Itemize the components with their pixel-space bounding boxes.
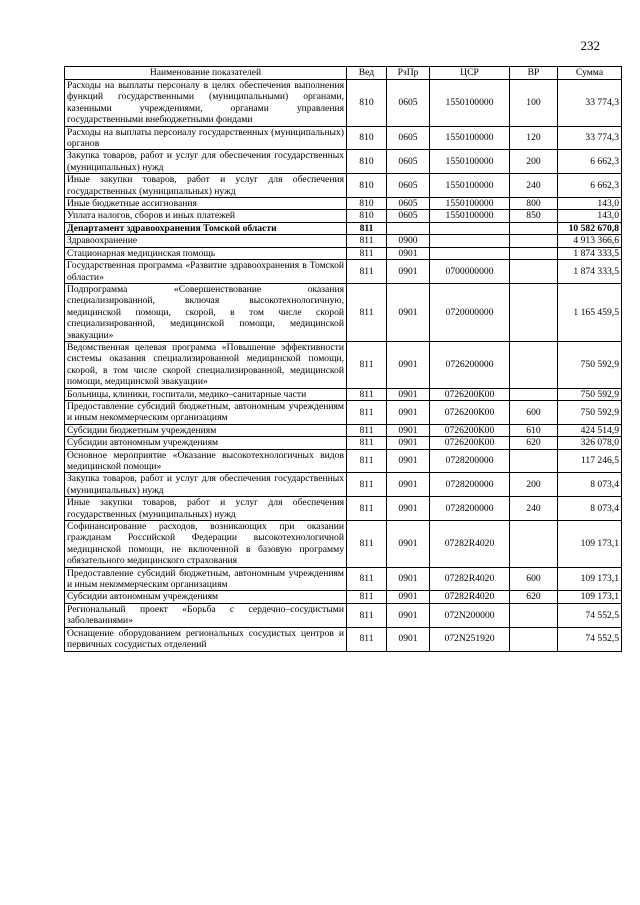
row-sum: 6 662,3 bbox=[558, 174, 622, 198]
row-rzpr: 0901 bbox=[387, 473, 430, 497]
row-sum: 33 774,3 bbox=[558, 126, 622, 150]
row-vr: 200 bbox=[510, 150, 558, 174]
row-sum: 1 874 333,5 bbox=[558, 260, 622, 284]
row-name: Департамент здравоохранения Томской области bbox=[65, 222, 347, 234]
row-rzpr: 0605 bbox=[387, 126, 430, 150]
table-row bbox=[65, 400, 622, 424]
row-name: Субсидии бюджетным учреждениям bbox=[65, 424, 347, 436]
row-rzpr: 0901 bbox=[387, 388, 430, 400]
row-sum: 326 078,0 bbox=[558, 437, 622, 449]
row-sum: 109 173,1 bbox=[558, 591, 622, 603]
row-csr: 07282R4020 bbox=[430, 521, 510, 568]
table-row bbox=[65, 591, 622, 603]
row-csr bbox=[430, 247, 510, 259]
row-rzpr: 0901 bbox=[387, 247, 430, 259]
table-row bbox=[65, 260, 622, 284]
row-vr bbox=[510, 449, 558, 473]
row-ved: 811 bbox=[347, 222, 387, 234]
table-row bbox=[65, 174, 622, 198]
row-vr: 200 bbox=[510, 473, 558, 497]
row-ved: 811 bbox=[347, 521, 387, 568]
row-vr: 800 bbox=[510, 198, 558, 210]
row-vr bbox=[510, 521, 558, 568]
row-ved: 810 bbox=[347, 80, 387, 127]
row-csr: 0728200000 bbox=[430, 449, 510, 473]
row-rzpr: 0900 bbox=[387, 235, 430, 247]
row-csr: 072N251920 bbox=[430, 627, 510, 651]
table-row bbox=[65, 497, 622, 521]
row-csr: 0726200К00 bbox=[430, 388, 510, 400]
row-vr: 120 bbox=[510, 126, 558, 150]
row-name: Расходы на выплаты персоналу в целях обеспечения выполнения функций государственными (муниципальными) органами, казенными учреждениями, органами управления государственными внебюджетными фондами bbox=[65, 80, 347, 127]
row-vr: 600 bbox=[510, 567, 558, 591]
table-row bbox=[65, 567, 622, 591]
table-row bbox=[65, 222, 622, 234]
row-ved: 810 bbox=[347, 174, 387, 198]
table-row bbox=[65, 627, 622, 651]
row-name: Региональный проект «Борьба с сердечно–сосудистыми заболеваниями» bbox=[65, 603, 347, 627]
row-ved: 810 bbox=[347, 198, 387, 210]
row-ved: 811 bbox=[347, 260, 387, 284]
row-name: Подпрограмма «Совершенствование оказания специализированной, включая высокотехнологичную, медицинской помощи, скорой, в том числе скорой специализированной, медицинской помощи, медицинской эвакуации» bbox=[65, 283, 347, 341]
row-ved: 811 bbox=[347, 627, 387, 651]
table-row bbox=[65, 437, 622, 449]
row-rzpr: 0901 bbox=[387, 521, 430, 568]
row-name: Оснащение оборудованием региональных сосудистых центров и первичных сосудистых отделений bbox=[65, 627, 347, 651]
header-ved: Вед bbox=[347, 67, 387, 80]
row-vr bbox=[510, 235, 558, 247]
row-ved: 811 bbox=[347, 437, 387, 449]
row-name: Иные бюджетные ассигнования bbox=[65, 198, 347, 210]
row-rzpr: 0901 bbox=[387, 283, 430, 341]
table-row bbox=[65, 283, 622, 341]
row-sum: 109 173,1 bbox=[558, 521, 622, 568]
row-vr bbox=[510, 388, 558, 400]
table-row bbox=[65, 449, 622, 473]
table-row bbox=[65, 341, 622, 388]
row-rzpr: 0605 bbox=[387, 174, 430, 198]
row-name: Закупка товаров, работ и услуг для обеспечения государственных (муниципальных) нужд bbox=[65, 473, 347, 497]
row-name: Ведомственная целевая программа «Повышение эффективности системы оказания специализированной медицинской помощи, скорой, в том числе скорой специализированной, медицинской помощи, медицинской эвакуации» bbox=[65, 341, 347, 388]
table-row bbox=[65, 150, 622, 174]
row-name: Иные закупки товаров, работ и услуг для обеспечения государственных (муниципальных) нужд bbox=[65, 174, 347, 198]
header-csr: ЦСР bbox=[430, 67, 510, 80]
row-name: Уплата налогов, сборов и иных платежей bbox=[65, 210, 347, 222]
row-sum: 117 246,5 bbox=[558, 449, 622, 473]
row-csr: 1550100000 bbox=[430, 210, 510, 222]
row-vr: 850 bbox=[510, 210, 558, 222]
row-ved: 811 bbox=[347, 591, 387, 603]
row-csr: 1550100000 bbox=[430, 80, 510, 127]
row-rzpr: 0901 bbox=[387, 603, 430, 627]
row-vr: 620 bbox=[510, 591, 558, 603]
header-rzpr: РзПр bbox=[387, 67, 430, 80]
row-name: Основное мероприятие «Оказание высокотехнологичных видов медицинской помощи» bbox=[65, 449, 347, 473]
row-rzpr: 0901 bbox=[387, 400, 430, 424]
row-vr bbox=[510, 222, 558, 234]
header-vr: ВР bbox=[510, 67, 558, 80]
row-sum: 8 073,4 bbox=[558, 497, 622, 521]
row-name: Предоставление субсидий бюджетным, автономным учреждениям и иным некоммерческим организациям bbox=[65, 400, 347, 424]
table-row bbox=[65, 424, 622, 436]
row-name: Здравоохранение bbox=[65, 235, 347, 247]
row-name: Субсидии автономным учреждениям bbox=[65, 437, 347, 449]
row-ved: 811 bbox=[347, 235, 387, 247]
row-ved: 811 bbox=[347, 388, 387, 400]
row-rzpr: 0901 bbox=[387, 591, 430, 603]
row-name: Расходы на выплаты персоналу государственных (муниципальных) органов bbox=[65, 126, 347, 150]
row-vr: 600 bbox=[510, 400, 558, 424]
row-ved: 810 bbox=[347, 126, 387, 150]
row-rzpr bbox=[387, 222, 430, 234]
row-name: Государственная программа «Развитие здравоохранения в Томской области» bbox=[65, 260, 347, 284]
row-csr: 0726200К00 bbox=[430, 437, 510, 449]
row-vr bbox=[510, 247, 558, 259]
row-sum: 109 173,1 bbox=[558, 567, 622, 591]
row-ved: 811 bbox=[347, 473, 387, 497]
row-vr bbox=[510, 627, 558, 651]
table-row bbox=[65, 80, 622, 127]
table-row bbox=[65, 126, 622, 150]
row-ved: 811 bbox=[347, 603, 387, 627]
row-sum: 6 662,3 bbox=[558, 150, 622, 174]
row-ved: 811 bbox=[347, 341, 387, 388]
row-sum: 4 913 366,6 bbox=[558, 235, 622, 247]
row-vr bbox=[510, 341, 558, 388]
row-rzpr: 0901 bbox=[387, 627, 430, 651]
row-rzpr: 0901 bbox=[387, 567, 430, 591]
row-ved: 810 bbox=[347, 210, 387, 222]
table-header-row bbox=[65, 67, 622, 80]
budget-table bbox=[64, 66, 622, 652]
row-ved: 811 bbox=[347, 449, 387, 473]
row-rzpr: 0901 bbox=[387, 497, 430, 521]
table-row bbox=[65, 198, 622, 210]
row-ved: 811 bbox=[347, 424, 387, 436]
row-sum: 750 592,9 bbox=[558, 341, 622, 388]
row-csr bbox=[430, 235, 510, 247]
row-sum: 143,0 bbox=[558, 210, 622, 222]
row-ved: 811 bbox=[347, 400, 387, 424]
row-csr: 07282R4020 bbox=[430, 591, 510, 603]
row-vr: 240 bbox=[510, 174, 558, 198]
row-name: Софинансирование расходов, возникающих при оказании гражданам Российской Федерации высокотехнологичной медицинской помощи, не включенной в базовую программу обязательного медицинского страхования bbox=[65, 521, 347, 568]
row-sum: 74 552,5 bbox=[558, 627, 622, 651]
row-csr: 0720000000 bbox=[430, 283, 510, 341]
row-csr: 072N200000 bbox=[430, 603, 510, 627]
page-number: 232 bbox=[580, 38, 600, 53]
row-name: Больницы, клиники, госпитали, медико–санитарные части bbox=[65, 388, 347, 400]
row-csr: 1550100000 bbox=[430, 198, 510, 210]
row-rzpr: 0605 bbox=[387, 80, 430, 127]
row-name: Предоставление субсидий бюджетным, автономным учреждениям и иным некоммерческим организациям bbox=[65, 567, 347, 591]
row-csr bbox=[430, 222, 510, 234]
row-rzpr: 0605 bbox=[387, 198, 430, 210]
row-csr: 1550100000 bbox=[430, 126, 510, 150]
row-sum: 1 165 459,5 bbox=[558, 283, 622, 341]
row-vr: 240 bbox=[510, 497, 558, 521]
row-sum: 143,0 bbox=[558, 198, 622, 210]
row-sum: 750 592,9 bbox=[558, 388, 622, 400]
table-row bbox=[65, 473, 622, 497]
row-vr: 620 bbox=[510, 437, 558, 449]
row-ved: 811 bbox=[347, 567, 387, 591]
row-sum: 1 874 333,5 bbox=[558, 247, 622, 259]
row-sum: 10 582 670,8 bbox=[558, 222, 622, 234]
row-sum: 33 774,3 bbox=[558, 80, 622, 127]
table-row bbox=[65, 603, 622, 627]
row-vr bbox=[510, 283, 558, 341]
row-vr bbox=[510, 603, 558, 627]
row-csr: 0700000000 bbox=[430, 260, 510, 284]
table-row bbox=[65, 521, 622, 568]
table-row bbox=[65, 247, 622, 259]
row-ved: 810 bbox=[347, 150, 387, 174]
row-sum: 74 552,5 bbox=[558, 603, 622, 627]
row-name: Субсидии автономным учреждениям bbox=[65, 591, 347, 603]
row-rzpr: 0901 bbox=[387, 449, 430, 473]
table-row bbox=[65, 210, 622, 222]
row-name: Закупка товаров, работ и услуг для обеспечения государственных (муниципальных) нужд bbox=[65, 150, 347, 174]
row-csr: 1550100000 bbox=[430, 150, 510, 174]
table-row bbox=[65, 235, 622, 247]
row-csr: 0728200000 bbox=[430, 473, 510, 497]
row-name: Иные закупки товаров, работ и услуг для обеспечения государственных (муниципальных) нужд bbox=[65, 497, 347, 521]
table-row bbox=[65, 388, 622, 400]
header-sum: Сумма bbox=[558, 67, 622, 80]
row-rzpr: 0901 bbox=[387, 424, 430, 436]
row-rzpr: 0901 bbox=[387, 260, 430, 284]
row-rzpr: 0901 bbox=[387, 341, 430, 388]
row-sum: 8 073,4 bbox=[558, 473, 622, 497]
row-vr: 610 bbox=[510, 424, 558, 436]
row-sum: 424 514,9 bbox=[558, 424, 622, 436]
row-csr: 0726200К00 bbox=[430, 400, 510, 424]
row-ved: 811 bbox=[347, 497, 387, 521]
row-csr: 1550100000 bbox=[430, 174, 510, 198]
row-ved: 811 bbox=[347, 247, 387, 259]
row-name: Стационарная медицинская помощь bbox=[65, 247, 347, 259]
row-vr: 100 bbox=[510, 80, 558, 127]
row-csr: 0726200К00 bbox=[430, 424, 510, 436]
row-ved: 811 bbox=[347, 283, 387, 341]
row-rzpr: 0901 bbox=[387, 437, 430, 449]
row-csr: 07282R4020 bbox=[430, 567, 510, 591]
row-csr: 0728200000 bbox=[430, 497, 510, 521]
row-sum: 750 592,9 bbox=[558, 400, 622, 424]
row-rzpr: 0605 bbox=[387, 210, 430, 222]
row-csr: 0726200000 bbox=[430, 341, 510, 388]
row-vr bbox=[510, 260, 558, 284]
row-rzpr: 0605 bbox=[387, 150, 430, 174]
header-name: Наименование показателей bbox=[65, 67, 347, 80]
